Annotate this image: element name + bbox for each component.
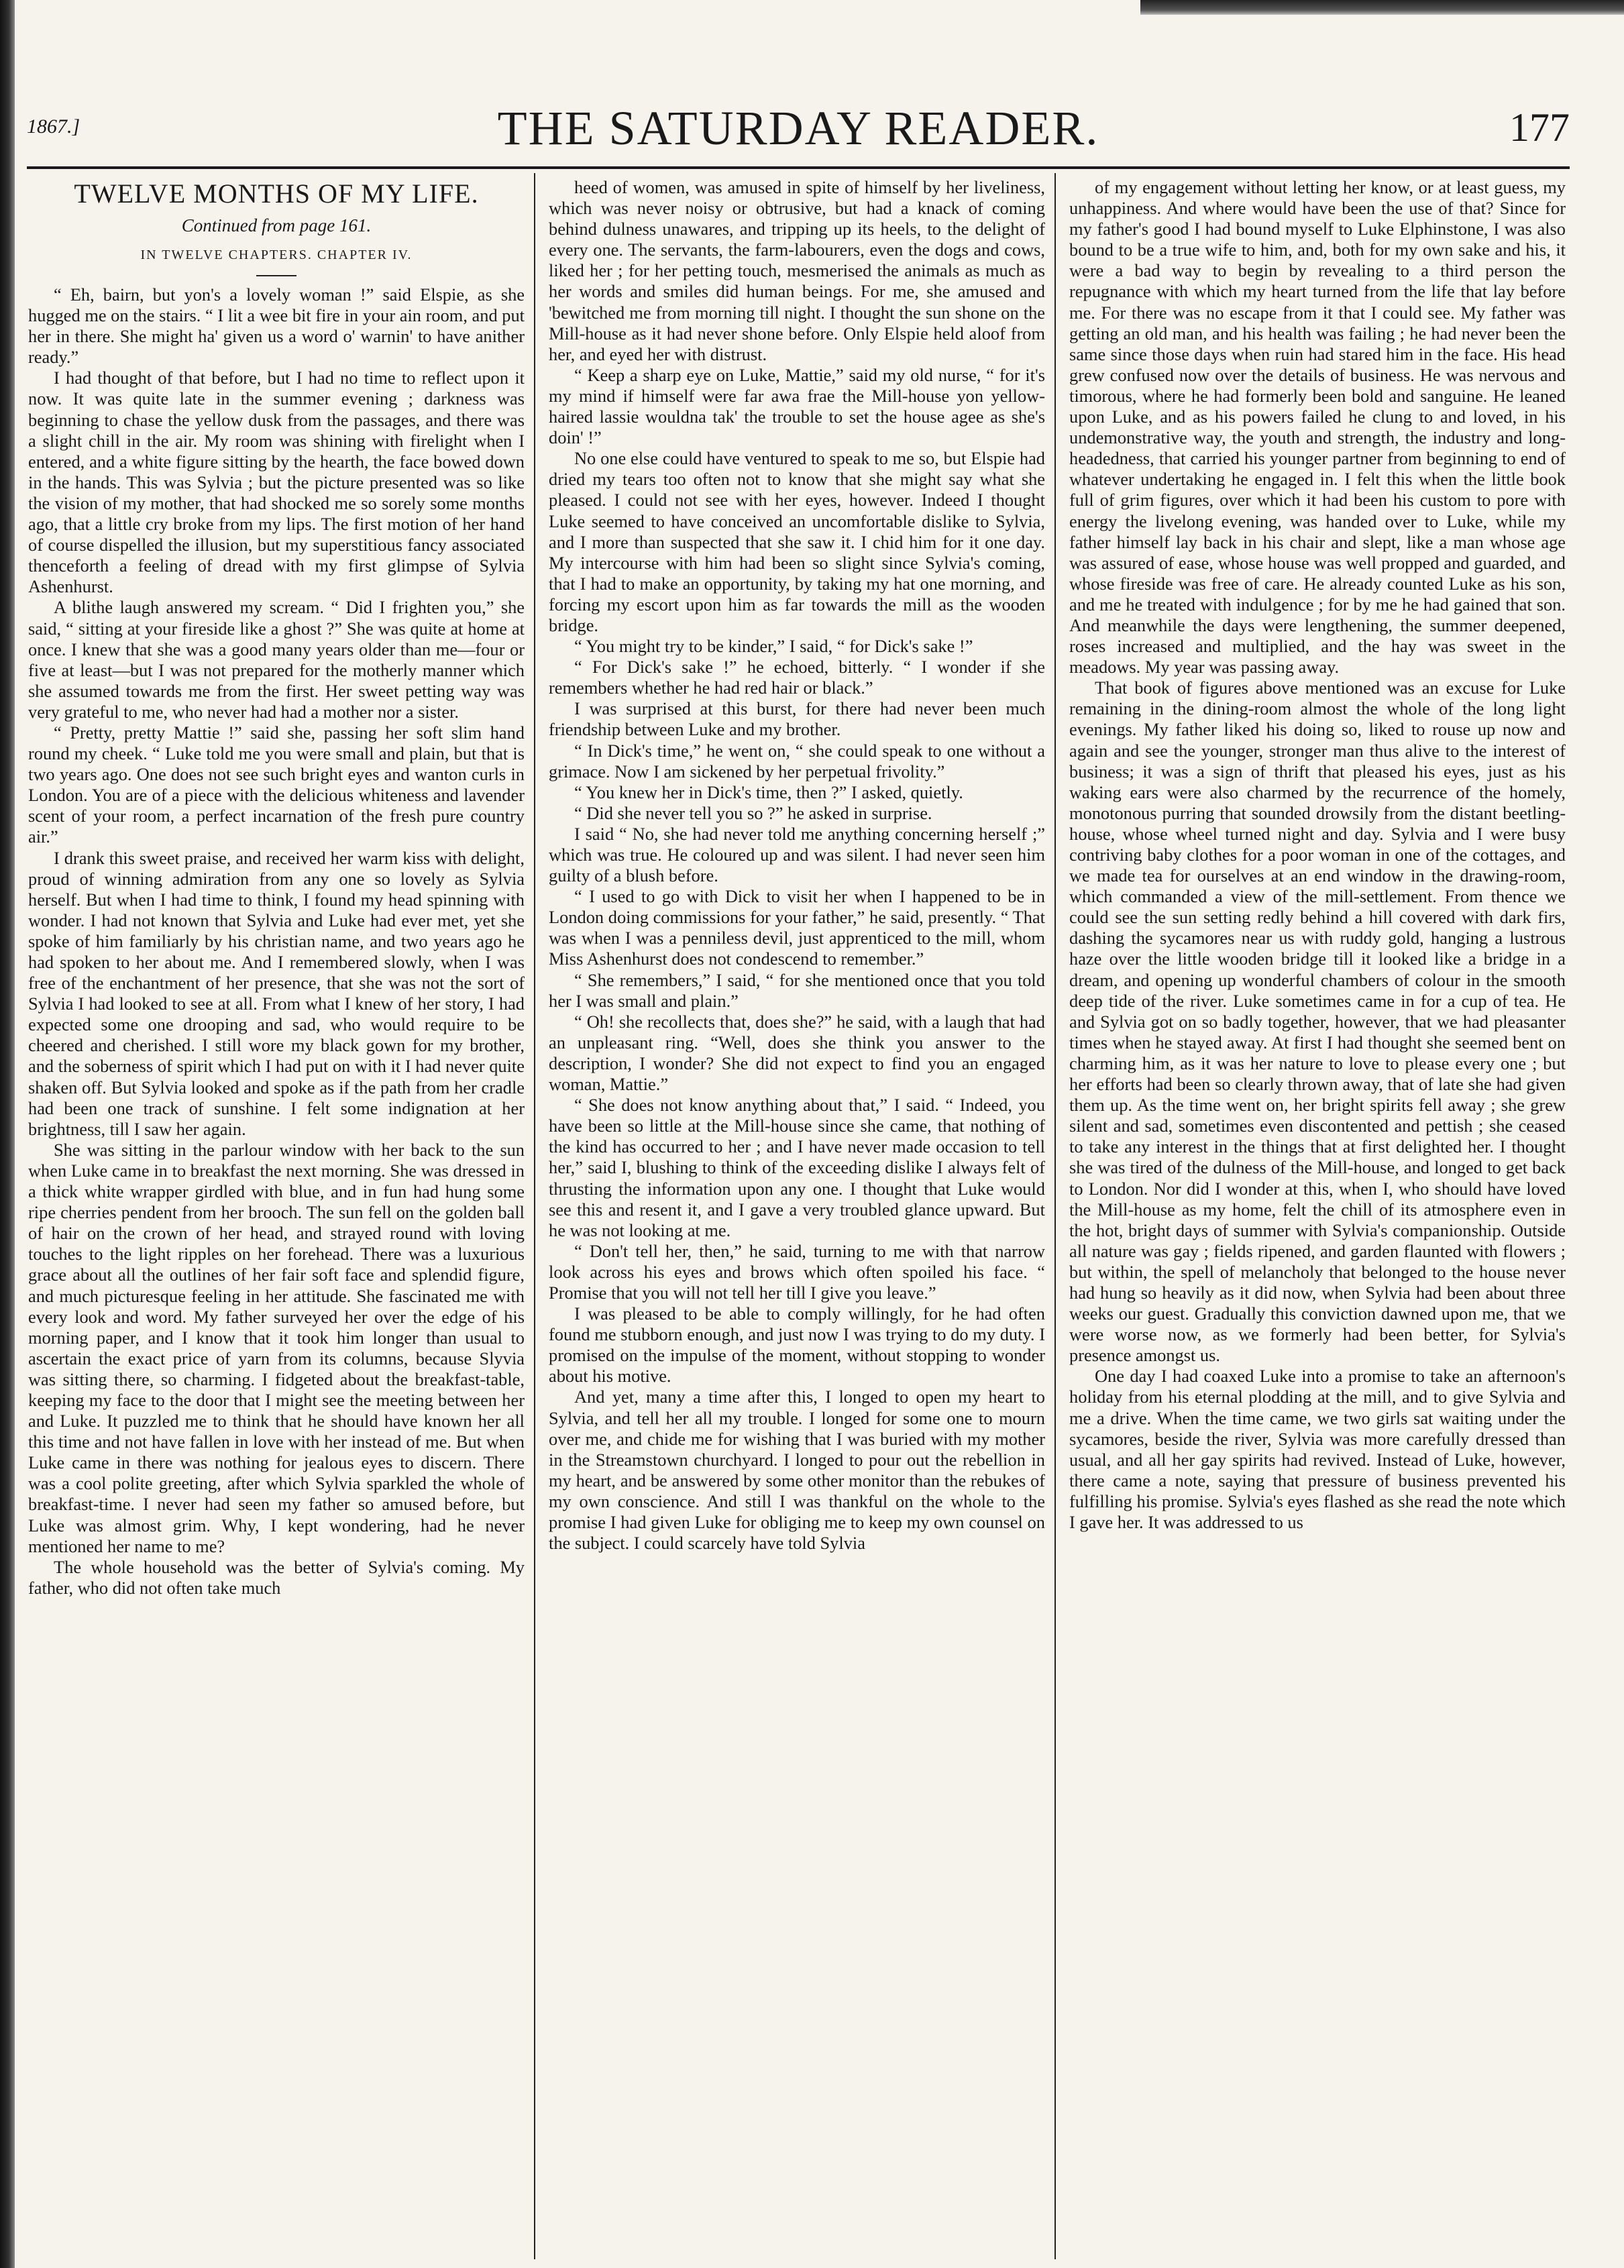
column-2: [549, 177, 1045, 2263]
paragraph: The whole household was the better of Sylvia's coming. My father, who did not often take much: [28, 1556, 525, 1598]
continued-note: Continued from page 161.: [181, 215, 372, 235]
paragraph: I drank this sweet praise, and received her warm kiss with delight, proud of winning admiration from any one so lovely as Sylvia herself. But when I had time to think, I found my head spinning with wonder. I had not known that Sylvia and Luke had ever met, yet she spoke of him familiarly by his christian name, and two years ago he had spoken to her about me. And I remembered slowly, when I was free of the enchantment of her presence, that she was not the sort of Sylvia I had looked to see at all. From what I knew of her story, I had expected some one drooping and sad, who would require to be cheered and cherished. I still wore my black gown for my brother, and the soberness of spirit which I had put on with it I had never quite shaken off. But Sylvia looked and spoke as if the path from her cradle had been one track of sunshine. I felt some indignation at her brightness, till I saw her again.: [28, 847, 525, 1139]
paragraph: heed of women, was amused in spite of himself by her liveliness, which was never noisy or obtrusive, but had a knack of coming behind dulness unawares, and tripping up its heels, to the delight of every one. The servants, the farm-labourers, even the dogs and cows, liked her ; for her petting touch, mesmerised the animals as much as her words and smiles did human beings. For me, she amused and 'bewitched me from morning till night. I thought the sun shone on the Mill-house as it had never shone before. Only Elspie held aloof from her, and eyed her with distrust.: [549, 177, 1045, 364]
paragraph: “ She does not know anything about that,” I said. “ Indeed, you have been so little at the Mill-house since she came, that nothing of the kind has occurred to her ; and I have never made occasion to tell her,” said I, blushing to think of the exceeding dislike I always felt of thrusting the information upon any one. I thought that Luke would see this and resent it, and I gave a very troubled glance upward. But he was not looking at me.: [549, 1095, 1045, 1240]
paragraph: “ Did she never tell you so ?” he asked in surprise.: [574, 802, 932, 823]
paragraph: She was sitting in the parlour window with her back to the sun when Luke came in to breakfast the next morning. She was dressed in a thick white wrapper girdled with blue, and in fun had hung some ripe cherries pendent from her brooch. The sun fell on the golden ball of hair on the crown of her head, and strayed round with loving touches to the light ripples on her forehead. There was a luxurious grace about all the outlines of her fair soft face and splendid figure, and much picturesque feeling in her attitude. She fascinated me with every look and word. My father surveyed her over the edge of his morning paper, and I know that it took him longer than usual to ascertain the exact price of yarn from its columns, because Slyvia was sitting there, so charming. I fidgeted about the breakfast-table, keeping my face to the door that I might see the meeting between her and Luke. It puzzled me to think that he should have known her all this time and not have fallen in love with her instead of me. But when Luke came in there was nothing for jealous eyes to discern. There was a cool polite greeting, after which Sylvia sparkled the whole of breakfast-time. I never had seen my father so amused before, but Luke was almost grim. Why, I kept wondering, had he never mentioned her name to me?: [28, 1139, 525, 1556]
article-title: TWELVE MONTHS OF MY LIFE.: [74, 178, 479, 209]
paragraph: No one else could have ventured to speak to me so, but Elspie had dried my tears too often not to know that she might say what she pleased. I could not see with her eyes, however. Indeed I thought Luke seemed to have conceived an uncomfortable dislike to Sylvia, and I more than suspected that she saw it. I chid him for it one day. My intercourse with him had been so slight since Sylvia's coming, that I had to make an opportunity, by taking my hat one morning, and forcing my escort upon him as far towards the mill as the wooden bridge.: [549, 448, 1045, 635]
column-divider-1: [534, 173, 535, 2259]
paragraph: “ Eh, bairn, but yon's a lovely woman !” said Elspie, as she hugged me on the stairs. “ I lit a wee bit fire in your ain room, and put her in there. She might ha' given us a word o' warnin' to have anither ready.”: [28, 284, 525, 368]
column-1: [28, 177, 525, 2263]
paragraph: A blithe laugh answered my scream. “ Did I frighten you,” she said, “ sitting at your fireside like a ghost ?” She was quite at home at once. I knew that she was a good many years older than me—four or five at least—but I was not prepared for the motherly manner which she assumed towards me from the first. Her sweet petting way was very grateful to me, who never had had a mother nor a sister.: [28, 597, 525, 722]
page-edge-shadow-top: [1140, 0, 1624, 15]
paragraph: “ I used to go with Dick to visit her when I happened to be in London doing commissions for your father,” he said, presently. “ That was when I was a penniless devil, just apprenticed to the mill, whom Miss Ashenhurst does not condescend to remember.”: [549, 886, 1045, 969]
page-edge-shadow-left: [0, 0, 15, 2268]
paragraph: “ Pretty, pretty Mattie !” said she, passing her soft slim hand round my cheek. “ Luke told me you were small and plain, but that is two years ago. One does not see such bright eyes and wanton curls in London. You are of a piece with the delicious whiteness and lavender scent of your room, a perfect incarnation of the fresh pure country air.”: [28, 722, 525, 847]
paragraph: I was pleased to be able to comply willingly, for he had often found me stubborn enough, and just now I was trying to do my duty. I promised on the impulse of the moment, without stopping to wonder about his motive.: [549, 1303, 1045, 1387]
paragraph: “ For Dick's sake !” he echoed, bitterly. “ I wonder if she remembers whether he had red hair or black.”: [549, 657, 1045, 698]
paragraph: “ Don't tell her, then,” he said, turning to me with that narrow look across his eyes and brows which often spoiled his face. “ Promise that you will not tell her till I give you leave.”: [549, 1240, 1045, 1303]
paragraph: And yet, many a time after this, I longed to open my heart to Sylvia, and tell her all my trouble. I longed for some one to mourn over me, and chide me for wishing that I was buried with my mother in the Streamstown churchyard. I longed to pour out the rebellion in my heart, and be answered by some other monitor than the rebukes of my own conscience. And still I was thankful on the whole to the promise I had given Luke for obliging me to keep my own counsel on the subject. I could scarcely have told Sylvia: [549, 1387, 1045, 1554]
paragraph: I said “ No, she had never told me anything concerning herself ;” which was true. He coloured up and was silent. I had never seen him guilty of a blush before.: [549, 823, 1045, 886]
running-header: [27, 101, 1570, 161]
paragraph: I had thought of that before, but I had no time to reflect upon it now. It was quite late in the summer evening ; darkness was beginning to chase the yellow dusk from the passages, and there was a slight chill in the air. My room was shining with firelight when I entered, and a white figure sitting by the hearth, the face bowed down in the hands. This was Sylvia ; but the picture presented was so like the vision of my mother, that had shocked me so sorely some months ago, that a little cry broke from my lips. The first motion of her hand of course dispelled the illusion, but my superstitious fancy associated thenceforth a feeling of dread with my first glimpse of Sylvia Ashenhurst.: [28, 368, 525, 597]
header-rule: [27, 166, 1570, 169]
paragraph: “ Keep a sharp eye on Luke, Mattie,” said my old nurse, “ for it's my mind if himself were far awa frae the Mill-house yon yellow-haired lassie wouldna tak' the trouble to set the house agee as she's doin' !”: [549, 364, 1045, 448]
paragraph: I was surprised at this burst, for there had never been much friendship between Luke and my brother.: [549, 698, 1045, 740]
paragraph: That book of figures above mentioned was an excuse for Luke remaining in the dining-room almost the whole of the long light evenings. My father liked his doing so, liked to rouse up now and again and see the younger, stronger man thus alive to the interest of business; it was a sign of thrift that pleased his eyes, just as his waking ears were also charmed by the recurrence of the homely, monotonous purring that sounded drowsily from the distant beetling-house, whose wheel turned night and day. Sylvia and I were busy contriving baby clothes for a poor woman in one of the cottages, and we made tea for ourselves at an end window in the drawing-room, which commanded a view of the mill-settlement. From thence we could see the sun setting redly behind a hill covered with dark firs, dashing the sycamores near us with ruddy gold, hanging a lustrous haze over the little wooden bridge till it looked like a bridge in a dream, and opening up wonderful chambers of colour in the smooth deep tide of the river. Luke sometimes came in for a cup of tea. He and Sylvia got on so badly together, however, that we had pleasanter times when he stayed away. At first I had thought she seemed bent on charming him, as it was her nature to love to please every one ; but her efforts had been so clearly thrown away, that of late she had given them up. As the time went on, her bright spirits fell away ; she grew silent and sad, sometimes even discontented and pettish ; she ceased to take any interest in the things that at first delighted her. I thought she was tired of the dulness of the Mill-house, and longed to get back to London. Nor did I wonder at this, when I, who should have loved the Mill-house as my home, felt the chill of its atmosphere even in the hot, bright days of summer with Sylvia's companionship. Outside all nature was gay ; fields ripened, and garden flaunted with flowers ; but within, the spell of melancholy that belonged to the house never had hung so heavily as it did now, when Sylvia had been about three weeks our guest. Gradually this conviction dawned upon me, that we were worse now, as we formerly had been better, for Sylvia's presence amongst us.: [1069, 678, 1566, 1366]
newspaper-title: THE SATURDAY READER.: [497, 101, 1099, 155]
paragraph: of my engagement without letting her know, or at least guess, my unhappiness. And where would have been the use of that? Since for my father's good I had bound myself to Luke Elphinstone, I was also bound to be a true wife to him, and, both for my own sake and his, it were a bad way to begin by revealing to a third person the repugnance with which my heart turned from the life that lay before me. For there was no escape from it that I could see. My father was getting an old man, and his health was failing ; he had never been the same since those days when ruin had stared him in the face. His head grew confused now over the details of business. He was nervous and timorous, where he had formerly been bold and sanguine. He leaned upon Luke, and as his powers failed he clung to and loved, in his undemonstrative way, the youth and strength, the industry and long-headedness, that carried his younger partner from beginning to end of whatever undertaking he engaged in. I felt this when the little book full of grim figures, over which it had been his custom to pore with energy the livelong evening, was handed over to Luke, while my father himself lay back in his chair and slept, like a man whose age was assured of ease, whose house was well propped and guarded, and whose fireside was free of care. He already counted Luke as his son, and me he treated with indulgence ; for by me he had gained that son. And meanwhile the days were lengthening, the summer deepened, roses increased and multiplied, and the hay was sweet in the meadows. My year was passing away.: [1069, 177, 1566, 678]
paragraph: “ Oh! she recollects that, does she?” he said, with a laugh that had an unpleasant ring. “Well, does she think you answer to the description, I wonder? She did not expect to find you an engaged woman, Mattie.”: [549, 1011, 1045, 1095]
paragraph: “ You knew her in Dick's time, then ?” I asked, quietly.: [574, 781, 963, 802]
paragraph: “ She remembers,” I said, “ for she mentioned once that you told her I was small and plain.”: [549, 969, 1045, 1011]
paragraph: “ In Dick's time,” he went on, “ she could speak to one without a grimace. Now I am sickened by her perpetual frivolity.”: [549, 740, 1045, 781]
paragraph: One day I had coaxed Luke into a promise to take an afternoon's holiday from his eternal plodding at the mill, and to give Sylvia and me a drive. When the time came, we two girls sat waiting under the sycamores, beside the river, Sylvia was more carefully dressed than usual, and all her gay spirits had revived. Instead of Luke, however, there came a note, saying that pressure of business prevented his fulfilling his promise. Sylvia's eyes flashed as she read the note which I gave her. It was addressed to us: [1069, 1366, 1566, 1532]
page-number: 177: [1509, 105, 1570, 150]
chapter-heading: IN TWELVE CHAPTERS. CHAPTER IV.: [140, 248, 413, 262]
column-divider-2: [1054, 173, 1056, 2259]
header-date: 1867.]: [27, 115, 80, 138]
short-divider: [256, 275, 296, 276]
paragraph: “ You might try to be kinder,” I said, “ for Dick's sake !”: [574, 636, 973, 657]
column-3: [1069, 177, 1566, 2263]
